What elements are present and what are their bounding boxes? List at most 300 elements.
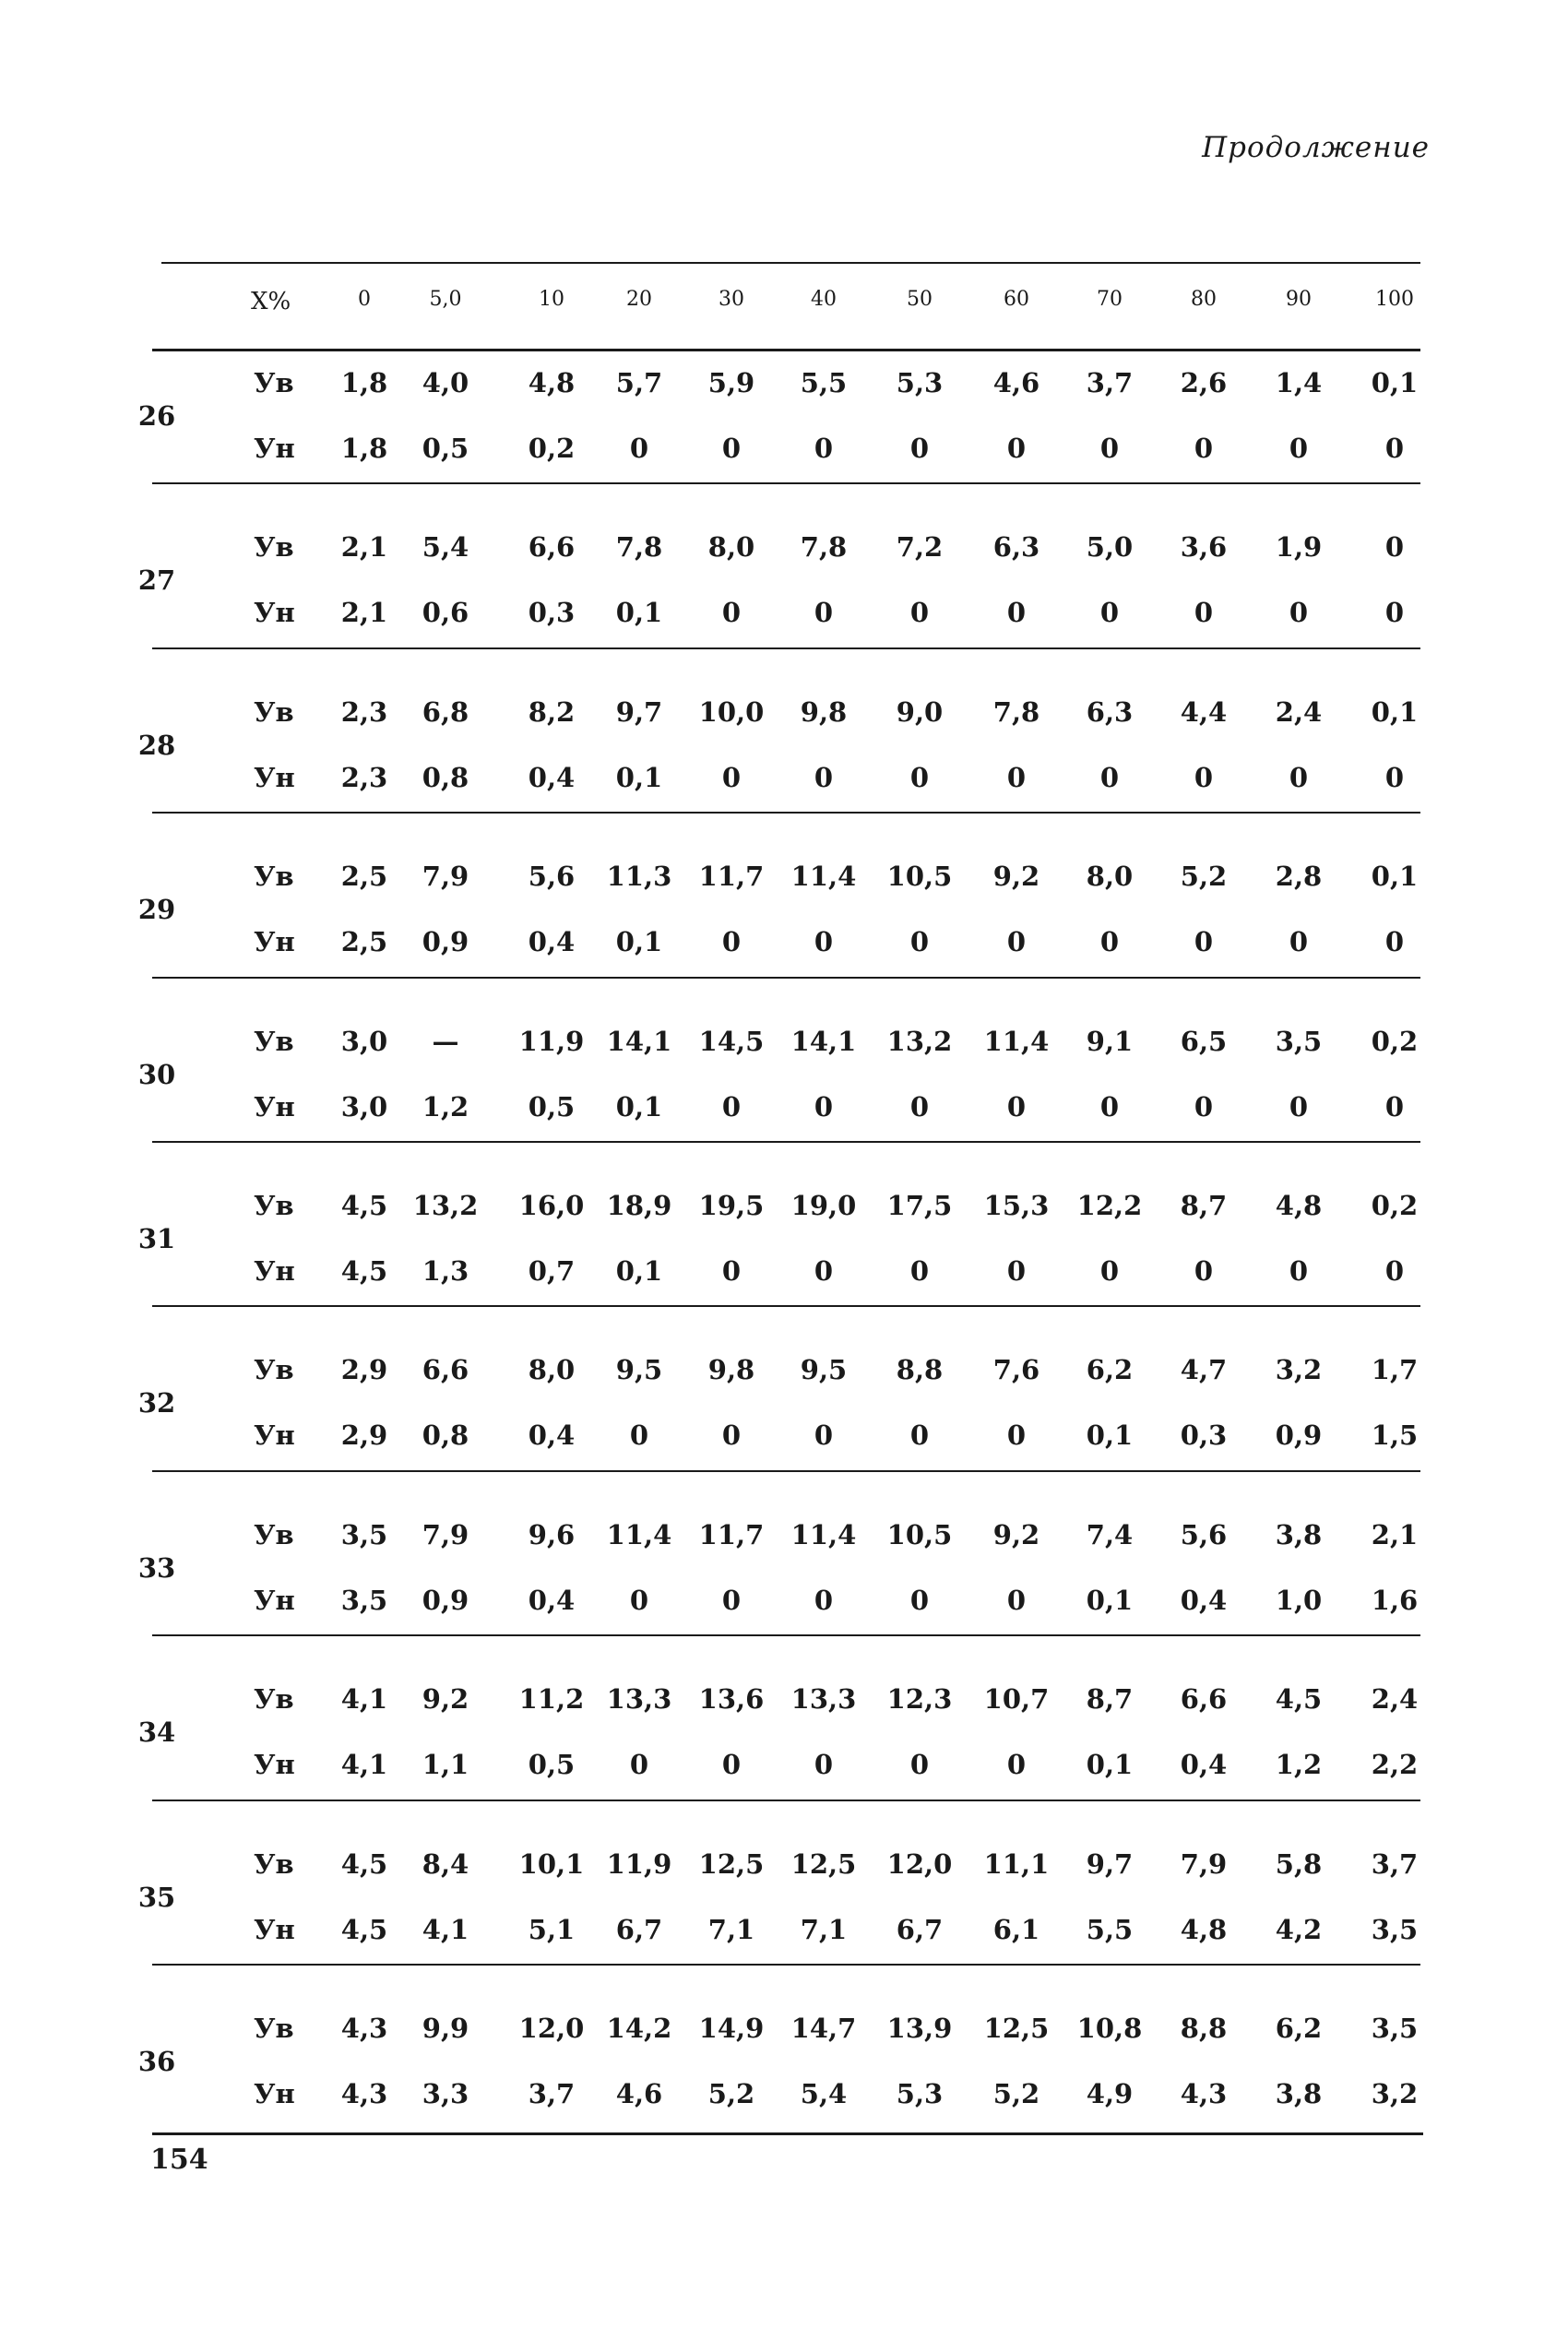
table-cell-lower: 5,2 <box>992 2078 1040 2109</box>
table-cell-upper: 4,5 <box>340 1847 388 1880</box>
table-cell-lower: 7,1 <box>800 1913 848 1945</box>
table-cell-lower: 1,6 <box>1371 1584 1419 1616</box>
table-cell-lower: 6,7 <box>615 1913 663 1945</box>
table-cell-upper: 12,0 <box>518 2013 585 2044</box>
row-label-upper: Ув <box>254 1847 294 1880</box>
table-cell-lower: 0 <box>909 433 930 464</box>
column-header: 80 <box>1191 288 1217 311</box>
column-header: 10 <box>539 288 564 311</box>
table-cell-upper: 13,6 <box>698 1683 765 1716</box>
table-cell-lower: 1,1 <box>422 1749 469 1781</box>
row-label-upper: Ув <box>254 1025 294 1057</box>
table-cell-upper: 7,8 <box>615 531 663 564</box>
group-number: 35 <box>137 1881 176 1913</box>
row-label-upper: Ув <box>254 695 294 728</box>
table-cell-upper: 9,0 <box>896 695 944 728</box>
table-cell-lower: 1,5 <box>1371 1420 1419 1452</box>
table-cell-lower: 0 <box>814 597 834 629</box>
table-cell-upper: 8,7 <box>1086 1683 1134 1716</box>
table-cell-lower: 4,3 <box>340 2078 388 2109</box>
table-cell-lower: 5,5 <box>1086 1913 1134 1945</box>
row-label-lower: Ун <box>254 926 295 958</box>
table-cell-upper: 4,8 <box>1275 1190 1323 1221</box>
table-cell-upper: 18,9 <box>606 1190 672 1221</box>
table-cell-lower: 0 <box>814 1090 834 1123</box>
table-cell-lower: 4,2 <box>1275 1913 1323 1945</box>
table-rule <box>152 1141 1420 1143</box>
row-label-upper: Ув <box>254 861 294 893</box>
table-cell-lower: 0 <box>1194 761 1214 793</box>
table-cell-upper: 6,6 <box>422 1354 469 1386</box>
table-cell-upper: 10,1 <box>518 1847 585 1880</box>
table-cell-lower: 6,7 <box>896 1913 944 1945</box>
table-rule <box>152 482 1420 484</box>
table-cell-lower: 0 <box>1006 433 1027 464</box>
table-cell-upper: 11,9 <box>518 1025 585 1057</box>
table-cell-lower: 0 <box>814 1749 834 1781</box>
table-cell-upper: 14,5 <box>698 1025 765 1057</box>
table-cell-lower: 0,3 <box>1180 1420 1228 1452</box>
table-cell-upper: 1,4 <box>1275 367 1323 398</box>
table-cell-upper: 16,0 <box>518 1190 585 1221</box>
table-cell-upper: 12,3 <box>886 1683 953 1716</box>
table-cell-upper: 11,4 <box>983 1025 1050 1057</box>
table-cell-lower: 0,1 <box>615 597 663 629</box>
table-cell-upper: 2,4 <box>1275 695 1323 728</box>
table-cell-lower: 0,8 <box>422 761 469 793</box>
table-cell-upper: 8,8 <box>896 1354 944 1386</box>
table-cell-upper: 5,8 <box>1275 1847 1323 1880</box>
table-cell-upper: 9,8 <box>707 1354 755 1386</box>
table-cell-lower: 5,3 <box>896 2078 944 2109</box>
table-cell-lower: 0 <box>909 597 930 629</box>
table-cell-lower: 0 <box>1289 597 1309 629</box>
table-cell-upper: 11,1 <box>983 1847 1050 1880</box>
table-cell-lower: 0 <box>1289 761 1309 793</box>
table-cell-upper: 0,1 <box>1371 695 1419 728</box>
table-cell-lower: 0 <box>1006 1420 1027 1452</box>
table-cell-lower: 0,8 <box>422 1420 469 1452</box>
table-cell-upper: 2,8 <box>1275 861 1323 893</box>
column-header: 30 <box>719 288 744 311</box>
table-cell-upper: 6,8 <box>422 695 469 728</box>
table-cell-upper: 2,1 <box>1371 1518 1419 1550</box>
table-cell-upper: 3,7 <box>1086 367 1134 398</box>
table-cell-upper: 12,5 <box>983 2013 1050 2044</box>
table-cell-upper: 9,8 <box>800 695 848 728</box>
table-cell-upper: 3,8 <box>1275 1518 1323 1550</box>
table-cell-lower: 0 <box>721 597 742 629</box>
table-cell-lower: 0,4 <box>528 1420 576 1452</box>
row-label-lower: Ун <box>254 433 295 464</box>
table-cell-lower: 0 <box>814 1255 834 1287</box>
table-cell-lower: 3,2 <box>1371 2078 1419 2109</box>
table-cell-lower: 2,2 <box>1371 1749 1419 1781</box>
table-cell-lower: 0,1 <box>615 1255 663 1287</box>
table-cell-lower: 0 <box>721 1090 742 1123</box>
table-cell-upper: 2,1 <box>340 531 388 564</box>
table-cell-lower: 4,5 <box>340 1913 388 1945</box>
table-cell-upper: 9,7 <box>1086 1847 1134 1880</box>
table-cell-upper: 12,5 <box>698 1847 765 1880</box>
table-cell-upper: 0 <box>1384 531 1405 564</box>
table-cell-lower: 0 <box>1384 433 1405 464</box>
table-cell-lower: 0,3 <box>528 597 576 629</box>
table-cell-upper: 14,2 <box>606 2013 672 2044</box>
table-cell-lower: 4,9 <box>1086 2078 1134 2109</box>
table-rule <box>152 1470 1420 1472</box>
table-cell-upper: 11,4 <box>790 861 857 893</box>
table-cell-lower: 1,2 <box>1275 1749 1323 1781</box>
table-cell-upper: 7,8 <box>992 695 1040 728</box>
table-cell-upper: 13,2 <box>886 1025 953 1057</box>
table-cell-upper: 9,9 <box>422 2013 469 2044</box>
table-cell-upper: 8,0 <box>1086 861 1134 893</box>
page-number: 154 <box>150 2144 208 2176</box>
table-cell-upper: 5,6 <box>528 861 576 893</box>
table-cell-upper: 8,4 <box>422 1847 469 1880</box>
table-cell-upper: 7,9 <box>1180 1847 1228 1880</box>
table-cell-upper: 10,7 <box>983 1683 1050 1716</box>
table-cell-lower: 0 <box>814 761 834 793</box>
column-header: 5,0 <box>429 288 462 311</box>
table-cell-lower: 0 <box>1099 597 1120 629</box>
table-cell-lower: 0 <box>909 1420 930 1452</box>
table-cell-upper: 2,6 <box>1180 367 1228 398</box>
table-cell-lower: 4,5 <box>340 1255 388 1287</box>
table-cell-upper: 3,5 <box>1371 2013 1419 2044</box>
row-label-lower: Ун <box>254 2078 295 2109</box>
table-cell-lower: 0 <box>1194 597 1214 629</box>
table-cell-upper: 3,5 <box>1275 1025 1323 1057</box>
table-cell-upper: 6,5 <box>1180 1025 1228 1057</box>
table-cell-lower: 0 <box>1099 1255 1120 1287</box>
table-cell-lower: 0 <box>814 433 834 464</box>
table-cell-upper: 5,3 <box>896 367 944 398</box>
row-label-lower: Ун <box>254 1090 295 1123</box>
table-cell-upper: 5,5 <box>800 367 848 398</box>
table-cell-upper: 8,7 <box>1180 1190 1228 1221</box>
row-label-upper: Ув <box>254 1683 294 1716</box>
table-cell-lower: 3,7 <box>528 2078 576 2109</box>
table-cell-lower: 0 <box>1289 1090 1309 1123</box>
table-cell-upper: 0,2 <box>1371 1190 1419 1221</box>
table-cell-lower: 0,7 <box>528 1255 576 1287</box>
table-cell-lower: 0 <box>629 1584 649 1616</box>
table-cell-upper: 13,9 <box>886 2013 953 2044</box>
table-cell-lower: 4,8 <box>1180 1913 1228 1945</box>
table-cell-lower: 0,1 <box>615 761 663 793</box>
table-cell-lower: 0 <box>1384 1090 1405 1123</box>
table-cell-upper: 2,9 <box>340 1354 388 1386</box>
table-cell-lower: 4,3 <box>1180 2078 1228 2109</box>
table-cell-upper: — <box>432 1025 459 1057</box>
row-label-lower: Ун <box>254 1255 295 1287</box>
row-label-upper: Ув <box>254 531 294 564</box>
table-cell-upper: 7,6 <box>992 1354 1040 1386</box>
table-cell-upper: 9,6 <box>528 1518 576 1550</box>
table-cell-upper: 13,2 <box>412 1190 479 1221</box>
table-cell-upper: 5,2 <box>1180 861 1228 893</box>
table-cell-upper: 7,8 <box>800 531 848 564</box>
table-cell-upper: 5,0 <box>1086 531 1134 564</box>
table-cell-upper: 6,3 <box>1086 695 1134 728</box>
column-header: 70 <box>1097 288 1123 311</box>
table-cell-upper: 10,0 <box>698 695 765 728</box>
table-cell-upper: 19,0 <box>790 1190 857 1221</box>
table-cell-upper: 11,4 <box>606 1518 672 1550</box>
table-cell-upper: 9,5 <box>615 1354 663 1386</box>
table-cell-upper: 15,3 <box>983 1190 1050 1221</box>
table-rule <box>152 812 1420 814</box>
table-cell-lower: 0,1 <box>1086 1749 1134 1781</box>
table-cell-upper: 14,7 <box>790 2013 857 2044</box>
group-number: 29 <box>137 894 176 926</box>
table-cell-upper: 14,1 <box>606 1025 672 1057</box>
row-label-lower: Ун <box>254 761 295 793</box>
table-cell-lower: 0 <box>1006 761 1027 793</box>
table-cell-upper: 11,4 <box>790 1518 857 1550</box>
table-cell-upper: 5,9 <box>707 367 755 398</box>
table-cell-upper: 9,2 <box>992 861 1040 893</box>
table-cell-upper: 3,6 <box>1180 531 1228 564</box>
table-cell-upper: 14,1 <box>790 1025 857 1057</box>
table-cell-lower: 0 <box>629 1749 649 1781</box>
table-cell-lower: 0,9 <box>422 1584 469 1616</box>
table-cell-upper: 5,6 <box>1180 1518 1228 1550</box>
table-cell-lower: 0 <box>909 1749 930 1781</box>
table-cell-upper: 2,3 <box>340 695 388 728</box>
table-cell-upper: 13,3 <box>606 1683 672 1716</box>
table-cell-lower: 0 <box>721 1584 742 1616</box>
table-cell-upper: 4,8 <box>528 367 576 398</box>
table-cell-lower: 0 <box>814 1584 834 1616</box>
table-cell-upper: 8,2 <box>528 695 576 728</box>
table-cell-lower: 0 <box>1289 1255 1309 1287</box>
table-cell-upper: 4,1 <box>340 1683 388 1716</box>
table-cell-upper: 19,5 <box>698 1190 765 1221</box>
column-header: 100 <box>1375 288 1414 311</box>
row-label-lower: Ун <box>254 1584 295 1616</box>
table-cell-upper: 4,3 <box>340 2013 388 2044</box>
table-cell-upper: 4,7 <box>1180 1354 1228 1386</box>
row-label-lower: Ун <box>254 597 295 629</box>
table-cell-upper: 0,2 <box>1371 1025 1419 1057</box>
table-cell-upper: 6,3 <box>992 531 1040 564</box>
table-cell-lower: 0 <box>1194 433 1214 464</box>
table-cell-lower: 0,1 <box>615 1090 663 1123</box>
table-cell-lower: 0 <box>1384 761 1405 793</box>
table-cell-upper: 7,9 <box>422 1518 469 1550</box>
table-cell-upper: 11,2 <box>518 1683 585 1716</box>
table-rule <box>152 1964 1420 1966</box>
group-number: 36 <box>137 2046 176 2077</box>
table-cell-upper: 3,2 <box>1275 1354 1323 1386</box>
table-cell-lower: 0 <box>814 1420 834 1452</box>
table-cell-lower: 1,2 <box>422 1090 469 1123</box>
table-cell-lower: 1,0 <box>1275 1584 1323 1616</box>
table-cell-upper: 6,2 <box>1275 2013 1323 2044</box>
table-rule <box>152 1800 1420 1801</box>
table-cell-upper: 10,8 <box>1076 2013 1143 2044</box>
group-number: 34 <box>137 1716 176 1749</box>
table-cell-upper: 7,2 <box>896 531 944 564</box>
header-x-percent: X% <box>251 288 291 315</box>
table-cell-upper: 3,5 <box>340 1518 388 1550</box>
table-cell-lower: 0,4 <box>528 1584 576 1616</box>
table-cell-lower: 0 <box>721 1255 742 1287</box>
table-cell-upper: 1,8 <box>340 367 388 398</box>
row-label-upper: Ув <box>254 2013 294 2044</box>
table-cell-lower: 0 <box>1384 1255 1405 1287</box>
table-cell-lower: 0 <box>721 433 742 464</box>
table-cell-upper: 1,7 <box>1371 1354 1419 1386</box>
table-rule <box>161 262 1420 264</box>
row-label-upper: Ув <box>254 367 294 398</box>
table-cell-lower: 5,1 <box>528 1913 576 1945</box>
table-cell-upper: 9,7 <box>615 695 663 728</box>
row-label-upper: Ув <box>254 1518 294 1550</box>
table-cell-upper: 9,1 <box>1086 1025 1134 1057</box>
table-cell-upper: 8,8 <box>1180 2013 1228 2044</box>
table-cell-lower: 4,1 <box>340 1749 388 1781</box>
table-cell-lower: 0 <box>721 761 742 793</box>
table-cell-lower: 0 <box>1194 926 1214 958</box>
table-cell-lower: 2,5 <box>340 926 388 958</box>
table-cell-upper: 6,2 <box>1086 1354 1134 1386</box>
table-cell-upper: 12,0 <box>886 1847 953 1880</box>
table-cell-upper: 4,5 <box>1275 1683 1323 1716</box>
table-cell-lower: 0 <box>721 926 742 958</box>
table-cell-lower: 0 <box>1006 1584 1027 1616</box>
table-cell-lower: 0,4 <box>528 761 576 793</box>
table-cell-lower: 0,1 <box>615 926 663 958</box>
table-cell-lower: 0 <box>629 433 649 464</box>
table-cell-lower: 4,1 <box>422 1913 469 1945</box>
table-cell-lower: 0,1 <box>1086 1420 1134 1452</box>
table-cell-lower: 0 <box>629 1420 649 1452</box>
row-label-lower: Ун <box>254 1749 295 1781</box>
table-cell-lower: 3,5 <box>1371 1913 1419 1945</box>
table-cell-lower: 0 <box>1194 1090 1214 1123</box>
table-cell-lower: 0,5 <box>528 1749 576 1781</box>
table-cell-lower: 0,2 <box>528 433 576 464</box>
table-cell-upper: 17,5 <box>886 1190 953 1221</box>
group-number: 28 <box>137 729 176 761</box>
table-cell-lower: 5,4 <box>800 2078 848 2109</box>
table-cell-lower: 0,5 <box>528 1090 576 1123</box>
table-cell-upper: 12,2 <box>1076 1190 1143 1221</box>
group-number: 26 <box>137 400 176 432</box>
table-cell-upper: 6,6 <box>1180 1683 1228 1716</box>
table-cell-lower: 0 <box>1384 597 1405 629</box>
column-header: 90 <box>1286 288 1312 311</box>
table-cell-upper: 8,0 <box>707 531 755 564</box>
table-rule <box>152 349 1420 351</box>
table-cell-lower: 0,4 <box>528 926 576 958</box>
table-cell-upper: 2,4 <box>1371 1683 1419 1716</box>
table-cell-lower: 3,0 <box>340 1090 388 1123</box>
row-label-upper: Ув <box>254 1190 294 1221</box>
table-cell-lower: 0 <box>909 926 930 958</box>
group-number: 33 <box>137 1551 176 1584</box>
table-cell-lower: 0 <box>1194 1255 1214 1287</box>
table-cell-lower: 0 <box>1099 926 1120 958</box>
table-cell-lower: 0,9 <box>1275 1420 1323 1452</box>
table-cell-lower: 0 <box>1289 433 1309 464</box>
table-cell-upper: 4,6 <box>992 367 1040 398</box>
table-cell-upper: 10,5 <box>886 861 953 893</box>
table-cell-lower: 0 <box>1006 1749 1027 1781</box>
table-cell-upper: 12,5 <box>790 1847 857 1880</box>
table-cell-lower: 0,4 <box>1180 1749 1228 1781</box>
table-cell-lower: 0 <box>1099 433 1120 464</box>
table-rule <box>152 647 1420 649</box>
continuation-label: Продолжение <box>1202 131 1430 164</box>
table-cell-lower: 0,1 <box>1086 1584 1134 1616</box>
table-cell-lower: 3,5 <box>340 1584 388 1616</box>
table-cell-upper: 0,1 <box>1371 367 1419 398</box>
table-cell-upper: 11,9 <box>606 1847 672 1880</box>
table-cell-lower: 0 <box>1099 1090 1120 1123</box>
table-cell-lower: 0 <box>909 1584 930 1616</box>
row-label-lower: Ун <box>254 1913 295 1945</box>
table-cell-lower: 0 <box>909 1090 930 1123</box>
table-cell-lower: 0 <box>721 1420 742 1452</box>
table-cell-lower: 0,5 <box>422 433 469 464</box>
table-cell-lower: 0 <box>909 761 930 793</box>
table-cell-upper: 3,0 <box>340 1025 388 1057</box>
table-cell-upper: 1,9 <box>1275 531 1323 564</box>
table-cell-lower: 0 <box>1006 597 1027 629</box>
table-cell-lower: 2,3 <box>340 761 388 793</box>
table-cell-lower: 0,9 <box>422 926 469 958</box>
table-cell-lower: 7,1 <box>707 1913 755 1945</box>
table-cell-lower: 3,8 <box>1275 2078 1323 2109</box>
table-cell-lower: 0 <box>814 926 834 958</box>
table-cell-upper: 11,3 <box>606 861 672 893</box>
table-cell-lower: 0 <box>721 1749 742 1781</box>
table-cell-upper: 2,5 <box>340 861 388 893</box>
table-cell-lower: 0 <box>1006 1255 1027 1287</box>
table-cell-upper: 7,4 <box>1086 1518 1134 1550</box>
column-header: 40 <box>811 288 837 311</box>
table-rule <box>152 2132 1423 2135</box>
table-cell-upper: 11,7 <box>698 861 765 893</box>
table-cell-upper: 0,1 <box>1371 861 1419 893</box>
table-cell-upper: 6,6 <box>528 531 576 564</box>
table-cell-lower: 0 <box>1099 761 1120 793</box>
column-header: 50 <box>907 288 932 311</box>
table-rule <box>152 1305 1420 1307</box>
table-cell-upper: 4,5 <box>340 1190 388 1221</box>
group-number: 30 <box>137 1058 176 1090</box>
table-cell-lower: 0 <box>1006 926 1027 958</box>
column-header: 60 <box>1004 288 1029 311</box>
table-cell-lower: 0 <box>1006 1090 1027 1123</box>
table-cell-upper: 5,7 <box>615 367 663 398</box>
table-cell-upper: 3,7 <box>1371 1847 1419 1880</box>
table-cell-lower: 1,8 <box>340 433 388 464</box>
table-cell-upper: 4,0 <box>422 367 469 398</box>
group-number: 31 <box>137 1223 176 1254</box>
table-cell-lower: 4,6 <box>615 2078 663 2109</box>
table-cell-lower: 2,1 <box>340 597 388 629</box>
row-label-upper: Ув <box>254 1354 294 1386</box>
table-cell-upper: 14,9 <box>698 2013 765 2044</box>
column-header: 0 <box>358 288 371 311</box>
table-cell-lower: 1,3 <box>422 1255 469 1287</box>
